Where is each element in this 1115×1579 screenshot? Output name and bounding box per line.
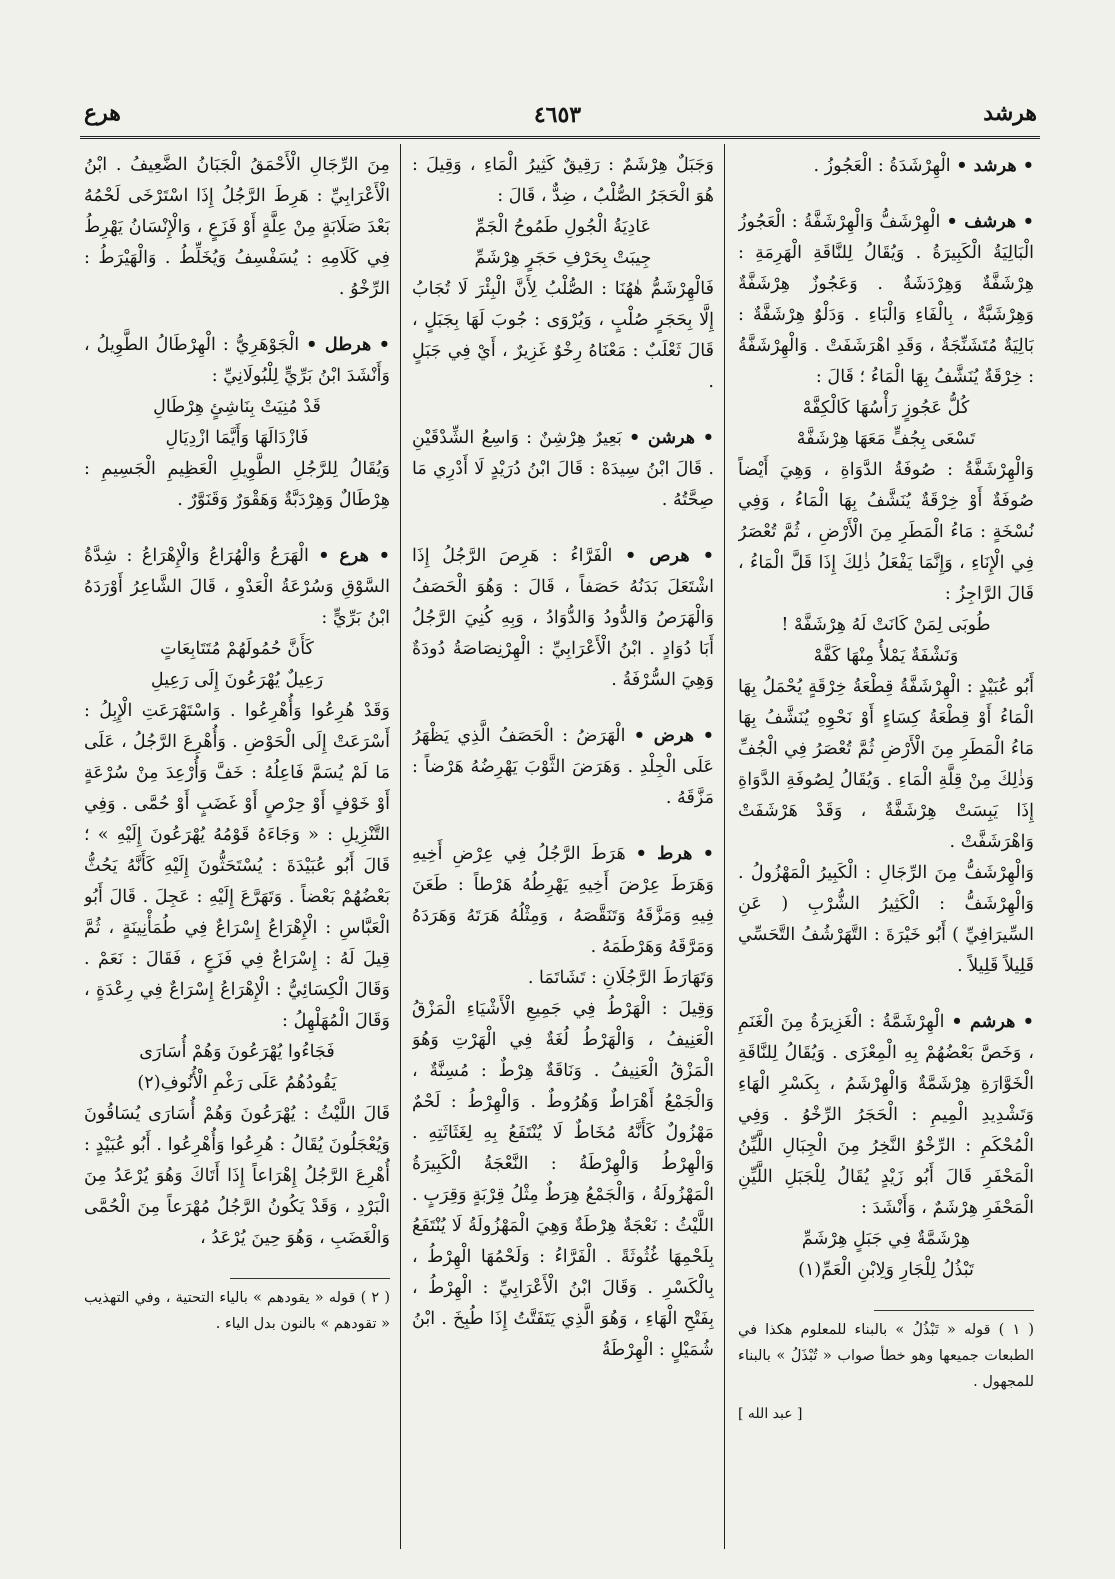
verse-line: تَبْذُلُ لِلْجَارِ وَلِابْنِ الْعَمِّ(١) bbox=[798, 1260, 974, 1280]
entry-hrtl bbox=[84, 329, 390, 516]
page-number: ٤٦٥٣ bbox=[533, 102, 582, 128]
header-rule bbox=[80, 136, 1040, 139]
verse-line: وَنَشْفَةٌ يَمْلأُ مِنْهَا كَفَّهْ bbox=[813, 646, 959, 666]
verse-line: يَقُودُهُمُ عَلَى رَغْمِ الْأُنُوفِ(٢) bbox=[137, 1073, 337, 1093]
headword: • هرشد • bbox=[956, 155, 1034, 176]
verse-line: قَدْ مُنِيَتْ بِنَاشِئٍ هِرْطَالِ bbox=[153, 397, 321, 417]
entry-hrshm bbox=[738, 1006, 1034, 1286]
entry-hrshf bbox=[738, 206, 1034, 982]
footnote-signature: [ عبد الله ] bbox=[738, 1406, 803, 1422]
footnote-rule bbox=[874, 1310, 1034, 1311]
verse-line: فَجَاءُوا يُهْرَعُونَ وَهُمْ أُسَارَى bbox=[139, 1042, 335, 1062]
headword: • هرص • bbox=[624, 545, 714, 566]
entry-text: وَجَبَلٌ هِرْشَمٌ : رَقِيقٌ كَثِيرُ الْمَاءِ ، وَقِيلَ : هُوَ الْحَجَرُ الصُّلْبُ ، ضِدٌّ ، قَالَ : bbox=[412, 155, 714, 206]
entry-hrs bbox=[412, 540, 714, 696]
headword: • هرط • bbox=[635, 843, 714, 864]
entry-text: الْجَوْهَرِيُّ : الْهِرْطَالُ الطَّوِيلُ ، وَأَنْشَدَ ابْنُ بَرِّيٍّ لِلْبُولَانِيِّ : bbox=[84, 335, 390, 386]
entry-hrshd bbox=[738, 150, 1034, 182]
running-head-left: هرع bbox=[84, 100, 121, 126]
entry-hrshn bbox=[412, 422, 714, 516]
verse-line: هِرْشَمَّةٌ فِي جَبَلٍ هِرْشَمِّ bbox=[801, 1229, 971, 1249]
column-right bbox=[738, 150, 1034, 1550]
column-middle bbox=[412, 150, 714, 1550]
column-divider-left bbox=[400, 144, 401, 1549]
headword: • هرطل • bbox=[306, 334, 390, 355]
headword: • هرشف • bbox=[946, 211, 1034, 232]
headword: • هرشن • bbox=[629, 427, 714, 448]
verse-line: عَادِيَةُ الْجُولِ طَمُوحُ الْجَمِّ bbox=[474, 217, 652, 237]
verse-line: تَسْعَى بِجُفٍّ مَعَهَا هِرْشَفَّهْ bbox=[796, 429, 976, 449]
verse-line: رَعِيلٌ يُهْرَعُونَ إِلَى رَعِيلِ bbox=[150, 670, 324, 690]
entry-text: وَتَهَارَطَ الرَّجُلَانِ : تَشَاتَمَا . bbox=[527, 968, 714, 988]
verse-line: كُلُّ عَجُوزٍ رَأْسُهَا كَالْكِفَّهْ bbox=[802, 398, 970, 418]
verse-line: فَازْدَالَهَا وَأَيَّمَا ازْدِيَالِ bbox=[165, 428, 309, 448]
entry-text: أَبُو عُبَيْدٍ : الْهِرْشَفَّةُ قِطْعَةُ خِرْقَةٍ يُحْمَلُ بِهَا الْمَاءُ أَوْ قِطْعَةُ كِسَاءٍ أَوْ نَحْوِهِ يُنَشَّفُ بِهَا مَاءُ الْمَطَرِ مِنَ الْأَرْضِ ثُمَّ تُعْصَرُ فِي الْجُفِّ وَذٰلِكَ مِنْ قِلَّةِ الْمَاءِ . وَيُقَالُ لِصُوفَةِ الدَّوَاةِ إِذَا يَبِسَتْ هِرْشَفَّةٌ ، وَقَدْ هَرْشَفَتْ وَاهْرَشَفَّتْ . bbox=[738, 677, 1034, 852]
entry-text: الْهَرَضُ : الْحَصَفُ الَّذِي يَظْهَرُ عَلَى الْجِلْدِ . وَهَرَضَ الثَّوْبَ يَهْرِضُهُ هَرْضاً : مَزَّقَهُ . bbox=[412, 726, 714, 808]
verse-line: طُوبَى لِمَنْ كَانَتْ لَهُ هِرْشَفَّهْ ! bbox=[781, 615, 991, 635]
verse-line: جِيبَتْ بِحَرْفِ حَجَرٍ هِرْشَمِّ bbox=[474, 248, 652, 268]
entry-text: الْفَرَّاءُ : هَرِصَ الرَّجُلُ إِذَا اشْتَعَلَ بَدَنُهُ حَصَفاً ، قَالَ : وَهُوَ الْحَصَفُ وَالْهَرَصُ وَالدُّودُ وَالدُّوَادُ ، وَبِهِ كُنِيَ الرَّجُلُ أَبَا دُوَادٍ . ابْنُ الْأَعْرَابِيِّ : الْهِرْنِصَاصَةُ دُودَةٌ وَهِيَ السُّرْفَةُ . bbox=[412, 546, 714, 690]
headword: • هرع • bbox=[318, 545, 390, 566]
footnote: ( ٢ ) قوله « يقودهم » بالياء التحتية ، وفي التهذيب « تقودهم » بالنون بدل الياء . bbox=[84, 1290, 390, 1332]
running-head-right: هرشد bbox=[983, 100, 1037, 126]
footnote-rule bbox=[230, 1278, 390, 1279]
entry-text: وَيُقَالُ لِلرَّجُلِ الطَّوِيلِ الْعَظِيمِ الْجَسِيمِ : هِرْطَالٌ وَهِرْدَبَّةٌ وَهَقْوَرٌ وَقَنَوَّرٌ . bbox=[84, 459, 390, 510]
entry-text: وَقِيلَ : الْهَرْطُ فِي جَمِيعِ الْأَشْيَاءِ الْمَزْقُ الْعَنِيفُ ، وَالْهَرْطُ لُغَةٌ فِي الْهَرْتِ وَهُوَ الْمَزْقُ الْعَنِيفُ . وَنَاقَةٌ هِرْطٌ : مُسِنَّةٌ ، وَالْجَمْعُ أَهْرَاطٌ وَهُرُوطٌ . وَالْهِرْطُ : لَحْمٌ مَهْزُولٌ كَأَنَّهُ مُخَاطٌ لَا يُنْتَفَعُ بِهِ لِغَثَاثَتِهِ . وَالْهِرْطُ وَالْهِرْطَةُ : النَّعْجَةُ الْكَبِيرَةُ الْمَهْزُولَةُ ، وَالْجَمْعُ هِرَطٌ مِثْلُ قِرْبَةٍ وَقِرَبٍ . اللَّيْثُ : نَعْجَةٌ هِرْطَةٌ وَهِيَ الْمَهْزُولَةُ لَا يُنْتَفَعُ بِلَحْمِهَا غُثُوثَةً . الْفَرَّاءُ : وَلَحْمُهَا الْهِرْطُ ، بِالْكَسْرِ . وَقَالَ ابْنُ الْأَعْرَابِيِّ : الْهِرْطُ ، بِفَتْحِ الْهَاءِ ، وَهُوَ الَّذِي يَتَفَتَّتُ إِذَا طُبِخَ . ابْنُ شُمَيْلٍ : الْهِرْطَةُ bbox=[412, 999, 714, 1360]
entry-text: قَالَ اللَّيْثُ : يُهْرَعُونَ وَهُمْ أُسَارَى يُسَاقُونَ وَيُعْجَلُونَ يُقَالُ : هُرِعُوا وَأُهْرِعُوا . أَبُو عُبَيْدٍ : أُهْرِعَ الرَّجُلُ إِهْرَاعاً إِذَا أَتَاكَ وَهُوَ يُرْعَدُ مِنَ الْبَرْدِ ، وَقَدْ يَكُونُ الرَّجُلُ مُهْرَعاً مِنَ الْحُمَّى وَالْغَضَبِ ، وَهُوَ حِينَ يُرْعَدُ ، bbox=[84, 1104, 390, 1248]
column-divider-right bbox=[724, 144, 725, 1549]
entry-hrshm-cont bbox=[412, 150, 714, 398]
entry-hrt-cont: مِنَ الرِّجَالِ الْأَحْمَقُ الْجَبَانُ الضَّعِيفُ . ابْنُ الْأَعْرَابِيِّ : هَرِطَ الرَّجُلُ إِذَا اسْتَرْخَى لَحْمُهُ بَعْدَ صَلَابَةٍ مِنْ عِلَّةٍ أَوْ فَزَعٍ ، وَالْإِنْسَانُ يَهْرِطُ فِي كَلَامِهِ : يُسَفْسِفُ وَيُخَلِّطُ . وَالْهَيْرَطُ : الرِّخْوُ . bbox=[84, 155, 390, 299]
entry-hrt bbox=[412, 838, 714, 1366]
headword: • هرشم • bbox=[951, 1011, 1034, 1032]
entry-text: الْهِرْشَدَةُ : الْعَجُوزُ . bbox=[813, 156, 951, 176]
entry-text: وَقَدْ هُرِعُوا وَأُهْرِعُوا . وَاسْتَهْرَعَتِ الْإِبِلُ : أَسْرَعَتْ إِلَى الْحَوْضِ . وَأُهْرِعَ الرَّجُلُ ، عَلَى مَا لَمْ يُسَمَّ فَاعِلُهُ : خَفَّ وَأُرْعِدَ مِنْ سُرْعَةٍ أَوْ خَوْفٍ أَوْ حِرْصٍ أَوْ غَضَبٍ أَوْ حُمَّى . وَفِي التَّنْزِيلِ : « وَجَاءَهُ قَوْمُهُ يُهْرَعُونَ إِلَيْهِ » ؛ قَالَ أَبُو عُبَيْدَةَ : يُسْتَحَثُّونَ إِلَيْهِ كَأَنَّهُ يَحُثُّ بَعْضُهُمْ بَعْضاً . وَتَهَرَّعَ إِلَيْهِ : عَجِلَ . قَالَ أَبُو الْعَبَّاسِ : الْإِهْرَاعُ إِسْرَاعٌ فِي طُمَأْنِينَةٍ ، ثُمَّ قِيلَ لَهُ : إِسْرَاعٌ فِي فَزَعٍ ، فَقَالَ : نَعَمْ . وَقَالَ الْكِسَائِيُّ : الْإِهْرَاعُ إِسْرَاعٌ فِي رِعْدَةٍ ، وَقَالَ الْمُهَلْهِلُ : bbox=[84, 701, 390, 1031]
verse-line: كَأَنَّ حُمُولَهُمْ مُتَتَابِعَاتٍ bbox=[160, 639, 314, 659]
entry-text: هَرَطَ الرَّجُلُ فِي عِرْضِ أَخِيهِ وَهَرَطَ عِرْضَ أَخِيهِ يَهْرِطُهُ هَرْطاً : طَعَنَ فِيهِ وَمَزَّقَهُ وَتَنَقَّصَهُ ، وَمِثْلُهُ هَرَتَهُ وَهَرَدَهُ وَمَرَّقَهُ وَهَرْطَمَهُ . bbox=[412, 844, 714, 957]
footnote: ( ١ ) قوله « تَبْذُلُ » بالبناء للمعلوم هكذا في الطبعات جميعها وهو خطأ صواب « تُبْذَلُ » بالبناء للمجهول . bbox=[738, 1322, 1034, 1390]
headword: • هرض • bbox=[633, 725, 714, 746]
entry-text: بَعِيرٌ هِرْشِنٌ : وَاسِعُ الشِّدْقَيْنِ . قَالَ ابْنُ سِيدَهْ : قَالَ ابْنُ دُرَيْدٍ لَا أَدْرِي مَا صِحَّتُهُ . bbox=[412, 428, 714, 510]
entry-text: الْهِرْشَمَّةُ : الْغَزِيرَةُ مِنَ الْغَنَمِ ، وَخَصَّ بَعْضُهُمْ بِهِ الْمِعْزَى . وَيُقَالُ لِلنَّاقَةِ الْخَوَّارَةِ هِرْشَمَّةٌ وَالْهِرْشَمُ ، بِكَسْرِ الْهَاءِ وَتَشْدِيدِ الْمِيمِ : الْحَجَرُ الرِّخْوُ . وَفِي الْمُحْكَمِ : الرِّخْوُ النَّخِرُ مِنَ الْجِبَالِ اللَّيِّنُ الْمَحْفَرِ قَالَ أَبُو زَيْدٍ يُقَالُ لِلْجَبَلِ اللَّيِّنِ الْمَحْفَرِ هِرْشَمٌ ، وَأَنْشَدَ : bbox=[738, 1012, 1034, 1218]
entry-text: وَالْهِرْشَفَّةُ : صُوفَةُ الدَّوَاةِ ، وَهِيَ أَيْضاً صُوفَةٌ أَوْ خِرْقَةٌ يُنَشَّفُ بِهَا الْمَاءُ ، وَفِي نُسْخَةٍ : مَاءُ الْمَطَرِ مِنَ الْأَرْضِ ، ثُمَّ تُعْصَرُ فِي الْإِنَاءِ ، وَإِنَّمَا يَفْعَلُ ذٰلِكَ إِذَا قَلَّ الْمَاءُ ، قَالَ الرَّاجِزُ : bbox=[738, 460, 1034, 604]
entry-hrd bbox=[412, 720, 714, 814]
column-left bbox=[84, 150, 390, 1550]
entry-hr3 bbox=[84, 540, 390, 1254]
entry-text: فَالْهِرْشَمُّ هٰهُنَا : الصُّلْبُ لِأَنَّ الْبِئْرَ لَا تُجَابُ إِلَّا بِحَجَرٍ صُلْبٍ ، وَيُرْوَى : جُوبَ لَهَا بِجَبَلٍ ، قَالَ ثَعْلَبٌ : مَعْنَاهُ رِخْوٌ غَزِيرٌ ، أَيْ فِي جَبَلٍ . bbox=[412, 279, 714, 392]
entry-text: الْهِرْشَفُّ وَالْهِرْشَفَّةُ : الْعَجُوزُ الْبَالِيَةُ الْكَبِيرَةُ . وَيُقَالُ لِلنَّاقَةِ الْهَرِمَةِ : هِرْشَفَّةٌ وَهِرْدَشَةٌ . وَعَجُوزٌ هِرْشَفَّةٌ وَهِرْشَبَّةٌ ، بِالْفَاءِ وَالْبَاءِ . وَدَلْوٌ هِرْشَفَّةٌ : بَالِيَةٌ مُتَشَنِّجَةٌ ، وَقَدِ اهْرَشَفَتْ . وَالْهِرْشَفَّةُ : خِرْقَةٌ يُنَشَّفُ بِهَا الْمَاءُ ؛ قَالَ : bbox=[738, 212, 1034, 387]
entry-text: وَالْهِرْشَفُّ مِنَ الرِّجَالِ : الْكَبِيرُ الْمَهْزُولُ . وَالْهِرْشَفُّ : الْكَثِيرُ الشُّرْبِ ( عَنِ السِّيرَافِيِّ ) أَبُو خَيْرَةَ : التَّهَرْشُفُ التَّحَسِّي قَلِيلاً قَلِيلاً . bbox=[738, 863, 1034, 976]
entry-text: الْهَرَعُ وَالْهُرَاعُ وَالْإِهْرَاعُ : شِدَّةُ السَّوْقِ وَسُرْعَةُ الْعَدْوِ ، قَالَ الشَّاعِرُ أَوْرَدَهُ ابْنُ بَرِّيٍّ : bbox=[84, 546, 390, 628]
